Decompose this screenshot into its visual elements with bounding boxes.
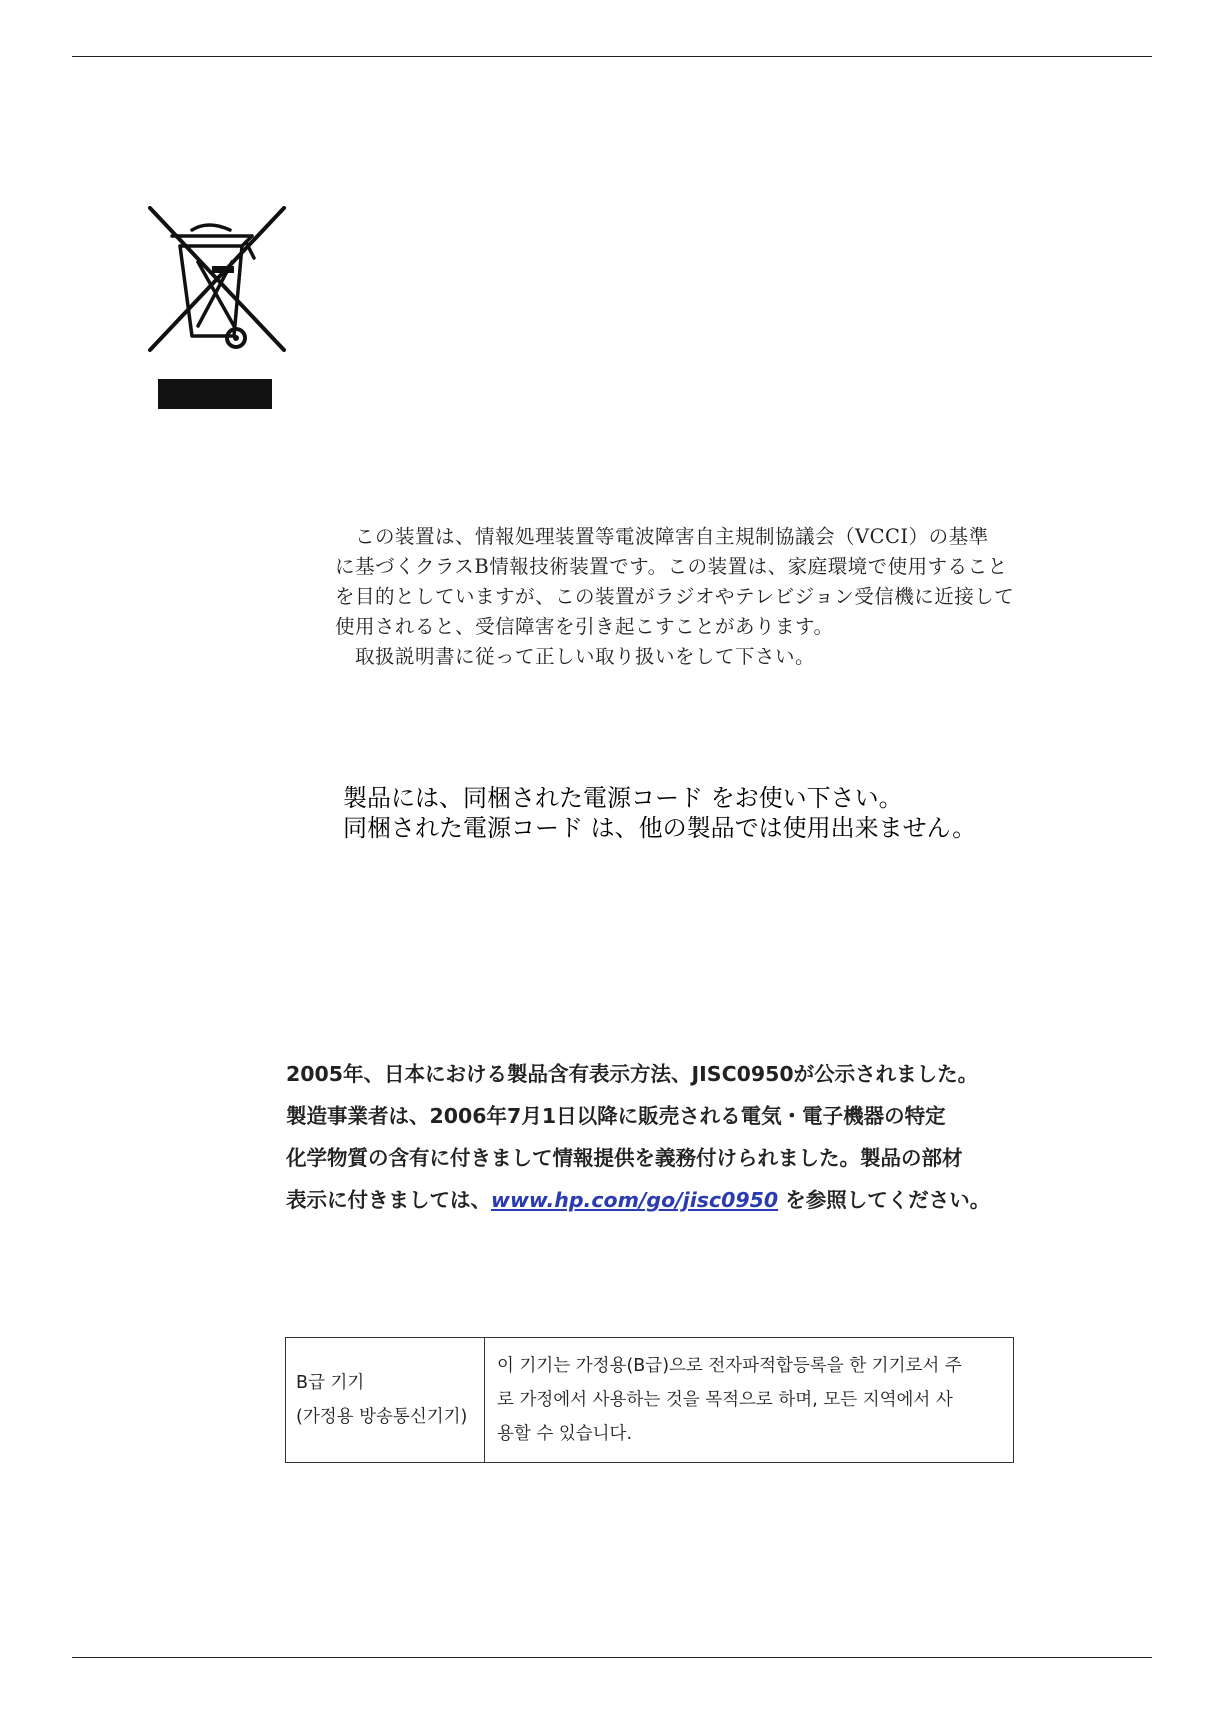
jisc-link[interactable]: www.hp.com/go/jisc0950 <box>491 1188 779 1212</box>
description-line: 용할 수 있습니다. <box>497 1424 633 1444</box>
vcci-line: 使用されると、受信障害を引き起こすことがあります。 <box>335 615 834 638</box>
description-line: 이 기기는 가정용(B급)으로 전자파적합등록을 한 기기로서 주 <box>497 1356 962 1376</box>
power-cord-notice <box>343 783 976 843</box>
header-rule <box>72 56 1152 57</box>
vcci-line: 取扱説明書に従って正しい取り扱いをして下さい。 <box>335 645 816 668</box>
description-cell <box>485 1338 1014 1463</box>
class-subtitle: (가정용 방송통신기기) <box>296 1407 468 1427</box>
korea-emc-notice-table <box>285 1337 1014 1463</box>
crossed-out-wheelie-bin-icon <box>148 206 286 410</box>
vcci-line: を目的としていますが、この装置がラジオやテレビジョン受信機に近接して <box>335 585 1015 608</box>
description-line: 로 가정에서 사용하는 것을 목적으로 하며, 모든 지역에서 사 <box>497 1390 953 1410</box>
jisc-line-1: 2005年、日本における製品含有表示方法、JISC0950が公示されました。 <box>286 1062 979 1086</box>
jisc-line-3: 化学物質の含有に付きまして情報提供を義務付けられました。製品の部材 <box>286 1146 963 1170</box>
vcci-line: この装置は、情報処理装置等電波障害自主規制協議会（VCCI）の基準 <box>335 525 989 548</box>
jisc-line-2: 製造事業者は、2006年7月1日以降に販売される電気・電子機器の特定 <box>286 1104 946 1128</box>
vcci-class-b-notice <box>335 522 1015 672</box>
vcci-line: に基づくクラスB情報技術装置です。この装置は、家庭環境で使用すること <box>335 555 1008 578</box>
jisc-line-4 <box>286 1179 990 1221</box>
jisc-line-4-before: 表示に付きましては、 <box>286 1188 491 1212</box>
jisc-line-4-after: を参照してください。 <box>778 1188 991 1212</box>
class-label: B급 기기 <box>296 1373 365 1393</box>
power-cord-line: 製品には、同梱された電源コード をお使い下さい。 <box>343 784 903 812</box>
table-row <box>286 1338 1014 1463</box>
jisc-material-content-notice <box>286 1053 990 1221</box>
footer-rule <box>72 1657 1152 1658</box>
equipment-class-cell <box>286 1338 485 1463</box>
power-cord-line: 同梱された電源コード は、他の製品では使用出来ません。 <box>343 814 977 842</box>
